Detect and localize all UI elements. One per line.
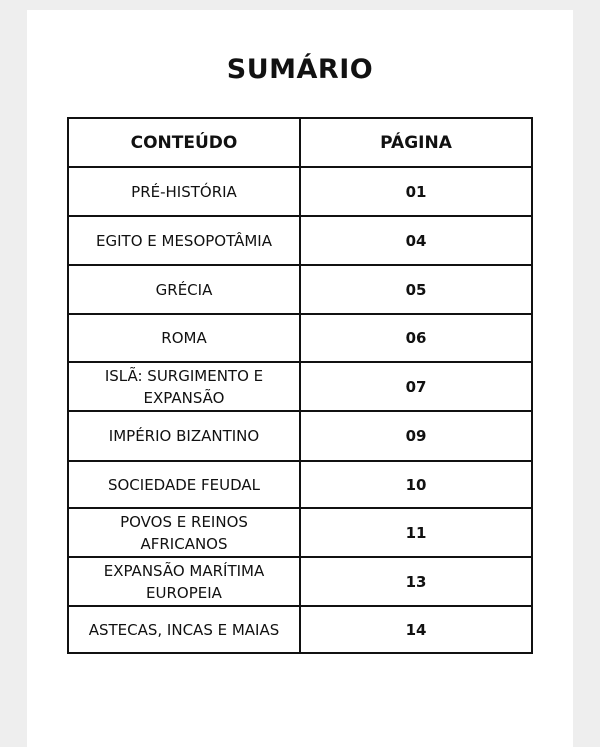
table-row [68, 167, 532, 216]
table-row [68, 461, 532, 508]
table-row [68, 362, 532, 411]
topic-cell: ROMA [68, 314, 300, 362]
topic-cell: SOCIEDADE FEUDAL [68, 461, 300, 508]
page-number-cell: 10 [300, 461, 532, 508]
page-number-cell: 07 [300, 362, 532, 411]
page-number-cell: 09 [300, 411, 532, 461]
table-row [68, 265, 532, 314]
table-header-row [68, 118, 532, 167]
page-number-cell: 14 [300, 606, 532, 653]
topic-cell: POVOS E REINOS AFRICANOS [68, 508, 300, 557]
topic-cell: GRÉCIA [68, 265, 300, 314]
topic-cell: ASTECAS, INCAS E MAIAS [68, 606, 300, 653]
table-row [68, 216, 532, 265]
topic-cell: EXPANSÃO MARÍTIMA EUROPEIA [68, 557, 300, 606]
page-number-cell: 13 [300, 557, 532, 606]
table-of-contents [67, 117, 533, 654]
column-header-page: PÁGINA [300, 118, 532, 167]
topic-cell: IMPÉRIO BIZANTINO [68, 411, 300, 461]
topic-cell: ISLÃ: SURGIMENTO E EXPANSÃO [68, 362, 300, 411]
table-row [68, 606, 532, 653]
page-number-cell: 01 [300, 167, 532, 216]
table-row [68, 508, 532, 557]
page-number-cell: 05 [300, 265, 532, 314]
document-page [27, 10, 573, 747]
table-row [68, 557, 532, 606]
page-title: SUMÁRIO [226, 54, 374, 85]
topic-cell: EGITO E MESOPOTÂMIA [68, 216, 300, 265]
page-number-cell: 06 [300, 314, 532, 362]
page-number-cell: 04 [300, 216, 532, 265]
topic-cell: PRÉ-HISTÓRIA [68, 167, 300, 216]
table-row [68, 411, 532, 461]
column-header-content: CONTEÚDO [68, 118, 300, 167]
page-number-cell: 11 [300, 508, 532, 557]
table-row [68, 314, 532, 362]
